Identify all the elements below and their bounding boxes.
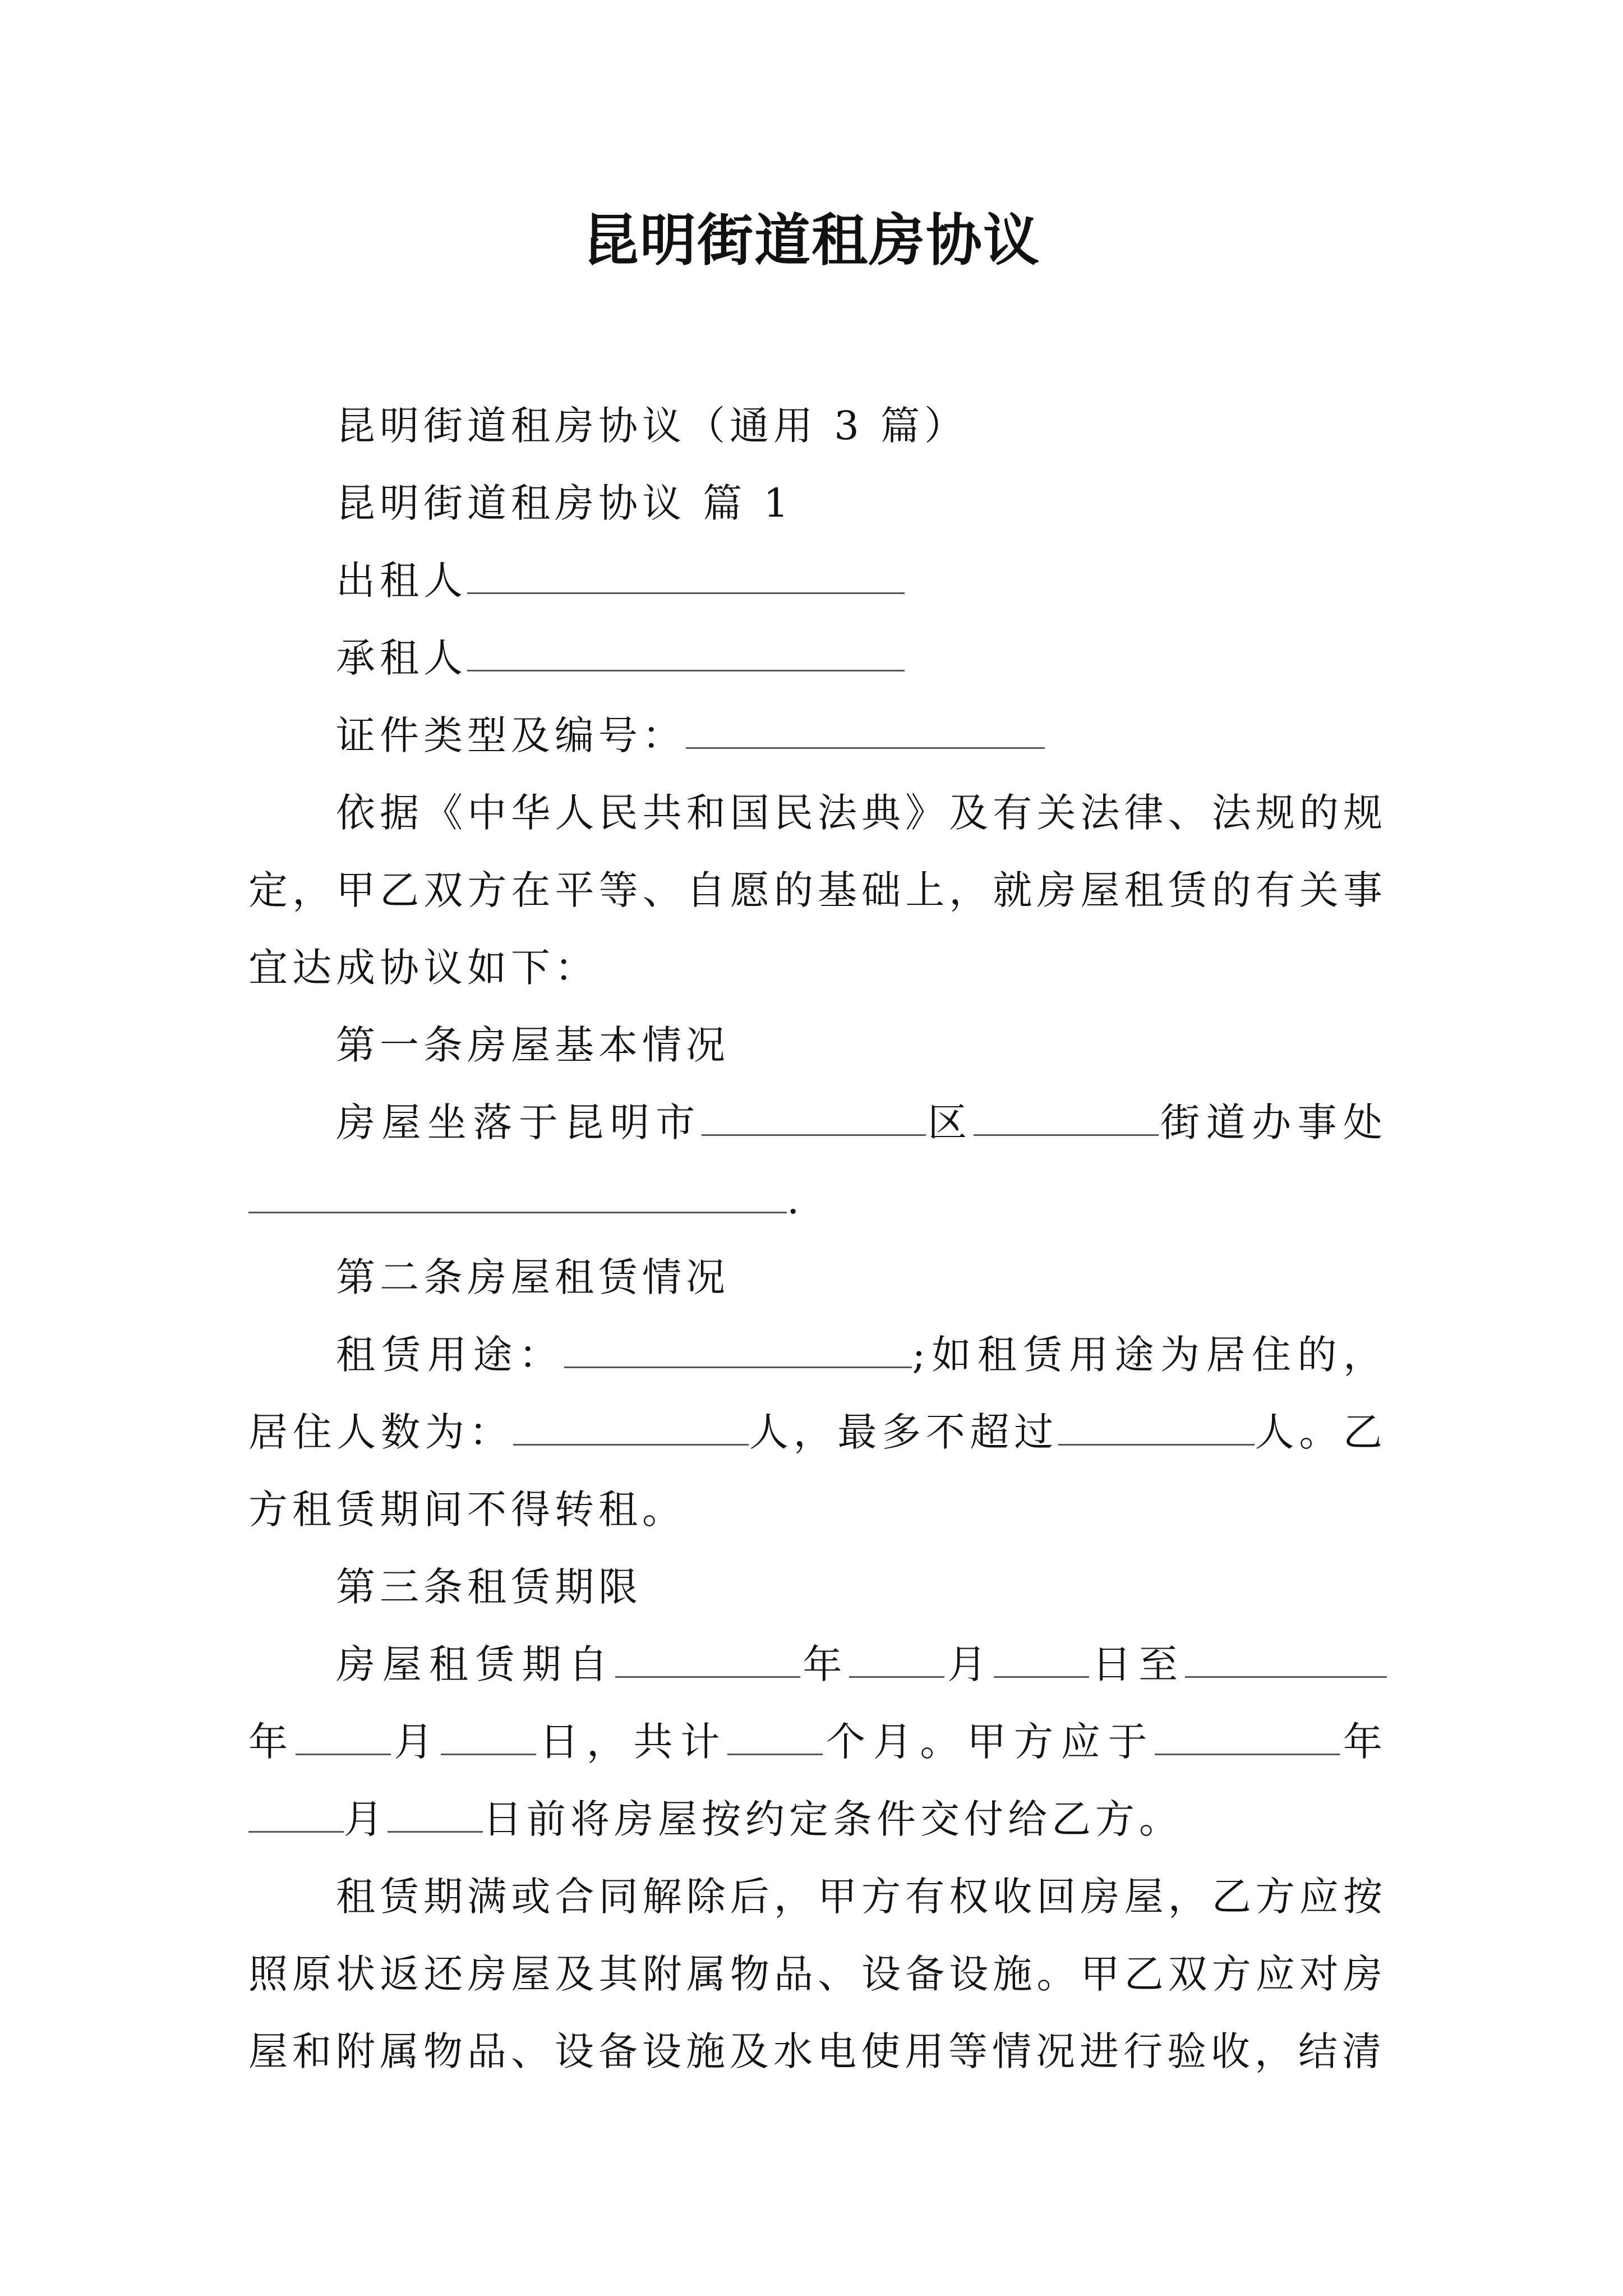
term-paragraph bbox=[248, 1626, 1387, 1858]
year-label: 年 bbox=[1340, 1719, 1387, 1765]
id-label: 证件类型及编号： bbox=[336, 712, 686, 758]
lessee-blank[interactable] bbox=[467, 636, 905, 671]
use-paragraph bbox=[248, 1316, 1387, 1548]
residents-blank[interactable] bbox=[513, 1410, 749, 1446]
document-body bbox=[248, 387, 1387, 2090]
delivery-year-blank[interactable] bbox=[1155, 1720, 1340, 1755]
lessee-label: 承租人 bbox=[336, 635, 467, 681]
article-2-heading: 第二条房屋租赁情况 bbox=[336, 1254, 730, 1300]
end-year-blank[interactable] bbox=[1185, 1642, 1387, 1678]
id-blank[interactable] bbox=[686, 714, 1045, 749]
lessor-line bbox=[248, 542, 1387, 619]
id-line bbox=[248, 697, 1387, 774]
month-label: 月 bbox=[344, 1796, 388, 1842]
article-3-heading: 第三条租赁期限 bbox=[336, 1564, 642, 1610]
months-blank[interactable] bbox=[727, 1720, 823, 1755]
end-month-blank[interactable] bbox=[296, 1720, 391, 1755]
use-text-residents: ;如租赁用途为居住的，居住人数为： bbox=[248, 1332, 1387, 1455]
lessor-label: 出租人 bbox=[336, 558, 467, 604]
day-to-label: 日至 bbox=[1089, 1641, 1186, 1687]
use-label: 租赁用途： bbox=[336, 1332, 565, 1378]
term-start-label: 房屋租赁期自 bbox=[336, 1641, 615, 1687]
delivery-label: 个月。甲方应于 bbox=[823, 1719, 1155, 1765]
intro-paragraph: 依据《中华人民共和国民法典》及有关法律、法规的规定，甲乙双方在平等、自愿的基础上，就房屋租赁的有关事宜达成协议如下： bbox=[248, 790, 1387, 991]
total-label: 日，共计 bbox=[536, 1719, 728, 1765]
address-blank[interactable] bbox=[248, 1178, 787, 1213]
lessee-line bbox=[248, 619, 1387, 697]
location-text-city: 房屋坐落于昆明市 bbox=[336, 1099, 702, 1145]
end-day-blank[interactable] bbox=[441, 1720, 536, 1755]
start-year-blank[interactable] bbox=[615, 1642, 800, 1678]
district-blank[interactable] bbox=[702, 1101, 926, 1136]
month-label: 月 bbox=[944, 1641, 994, 1687]
location-paragraph bbox=[248, 1084, 1387, 1239]
article-1-heading: 第一条房屋基本情况 bbox=[336, 1022, 730, 1068]
lessor-blank[interactable] bbox=[467, 559, 905, 594]
year-label: 年 bbox=[800, 1641, 850, 1687]
subtitle: 昆明街道租房协议（通用 3 篇） bbox=[336, 403, 969, 449]
year-label: 年 bbox=[248, 1719, 296, 1765]
location-text-district: 区 bbox=[925, 1099, 974, 1145]
street-blank[interactable] bbox=[974, 1101, 1159, 1136]
start-month-blank[interactable] bbox=[849, 1642, 944, 1678]
use-text-max: 人，最多不超过 bbox=[749, 1409, 1058, 1455]
delivery-month-blank[interactable] bbox=[248, 1797, 344, 1833]
use-blank[interactable] bbox=[564, 1333, 912, 1368]
document-title: 昆明街道租房协议 bbox=[583, 207, 1040, 273]
max-residents-blank[interactable] bbox=[1058, 1410, 1255, 1446]
delivery-day-blank[interactable] bbox=[388, 1797, 483, 1833]
location-end: . bbox=[787, 1177, 804, 1223]
location-text-street: 街道办事处 bbox=[1158, 1099, 1387, 1145]
start-day-blank[interactable] bbox=[994, 1642, 1089, 1678]
part-heading: 昆明街道租房协议 篇 1 bbox=[336, 480, 794, 526]
delivery-text: 日前将房屋按约定条件交付给乙方。 bbox=[483, 1796, 1183, 1842]
use-text-end: 人。乙方租赁期间不得转租。 bbox=[248, 1409, 1387, 1533]
return-paragraph: 租赁期满或合同解除后，甲方有权收回房屋，乙方应按照原状返还房屋及其附属物品、设备设施。甲乙双方应对房屋和附属物品、设备设施及水电使用等情况进行验收，结清 bbox=[248, 1874, 1387, 2074]
month-label: 月 bbox=[390, 1719, 441, 1765]
